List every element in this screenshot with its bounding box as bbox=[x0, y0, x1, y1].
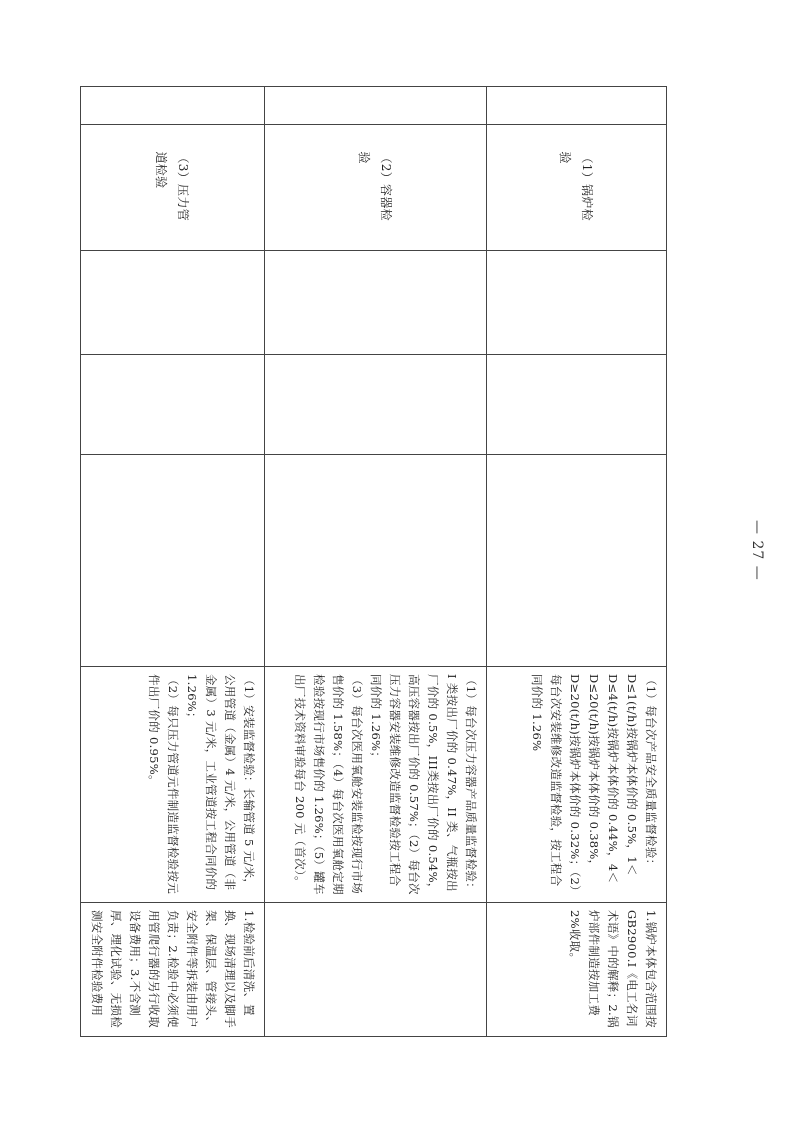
blank-cell bbox=[265, 455, 487, 667]
fee-text: （1）每台次产品安全质量监督检验：D≤1(t/h)按锅炉本体价的 0.5%，1＜D≤4(t/h)按锅炉本体价的 0.44%，4＜D≤20(t/h)按锅炉本体价的 0.38%，D≥20(t/h)按锅炉本体价的 0.32%；（2）每台次安装维修改造监督检验，按工程合同价的 1.26% bbox=[530, 674, 658, 892]
blank-cell bbox=[81, 455, 265, 667]
blank-cell bbox=[487, 87, 667, 125]
blank-cell bbox=[265, 87, 487, 125]
blank-cell bbox=[81, 87, 265, 125]
item-cell bbox=[487, 125, 667, 251]
item-cell bbox=[265, 125, 487, 251]
table-row bbox=[81, 87, 265, 1037]
table-row bbox=[487, 87, 667, 1037]
item-name: （3）压力管道检验 bbox=[154, 151, 191, 221]
fee-text: （1）每台次压力容器产品质量监督检验：I 类按出厂价的 0.47%，II 类、气瓶按出厂价的 0.5%，III类按出厂价的 0.54%，高压容器按出厂价的 0.57%；（2）每台次压力容器安装维修改造监督检验按工程合同价的 1.26%； bbox=[369, 674, 478, 895]
inspection-fee-table bbox=[80, 86, 667, 1037]
fee-text: （3）每台次医用氧舱安装监检按现行市场售价的 1.58%；（4）每台次医用氧舱定期检验按现行市场售价的 1.26%；（5）罐车出厂技术资料审验每台 200 元（首次）。 bbox=[293, 674, 364, 895]
note-cell bbox=[487, 903, 667, 1037]
blank-cell bbox=[487, 355, 667, 455]
blank-cell bbox=[265, 355, 487, 455]
fee-text: （2）每只压力管道元件制造监督检验按元件出厂价的 0.95%。 bbox=[147, 674, 180, 895]
fee-text: （1）安装监督检验：长输管道 5 元/米，公用管道（金属）4 元/米，公用管道（非金属）3 元/米，工业管道按工程合同价的 1.26%； bbox=[185, 674, 256, 891]
blank-cell bbox=[487, 251, 667, 355]
note-cell bbox=[81, 903, 265, 1037]
note-cell bbox=[265, 903, 487, 1037]
table-row bbox=[265, 87, 487, 1037]
item-name: （1）锅炉检验 bbox=[558, 151, 595, 221]
note-text: 1.检验前后清洗、置换、现场清理以及脚手架、保温层、管接头、安全附件等拆装由用户负责；2.检验中必须使用管爬行器的另行收取设备费用；3.不含测厚、理化试验、无损检测安全附件检验费用 bbox=[90, 910, 256, 1028]
note-text: 1.锅炉本体包含范围按 GB2900.I《电工名词术语》中的解释；2.锅炉部件制造按加工费 2%收取。 bbox=[568, 910, 658, 1028]
item-cell bbox=[81, 125, 265, 251]
blank-cell bbox=[265, 251, 487, 355]
blank-cell bbox=[81, 355, 265, 455]
fee-standard-cell bbox=[81, 667, 265, 903]
page-number: — 27 — bbox=[749, 520, 765, 581]
fee-standard-cell bbox=[265, 667, 487, 903]
blank-cell bbox=[487, 455, 667, 667]
item-name: （2）容器检验 bbox=[357, 151, 394, 221]
blank-cell bbox=[81, 251, 265, 355]
fee-standard-cell bbox=[487, 667, 667, 903]
